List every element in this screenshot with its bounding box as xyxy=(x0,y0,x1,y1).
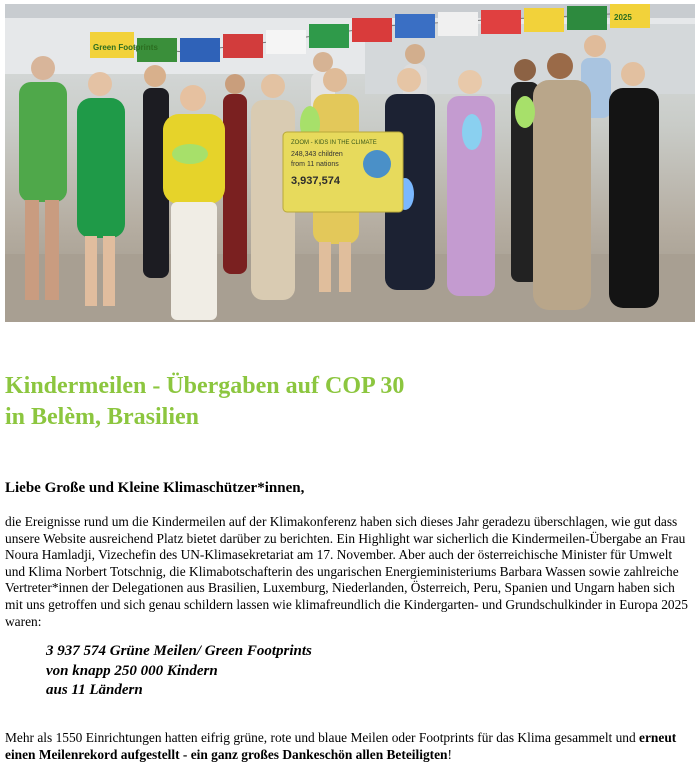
stats-line-children: von knapp 250 000 Kindern xyxy=(46,662,218,679)
poster-number: 3,937,574 xyxy=(291,175,340,187)
poster-caption: ZOOM - KIDS IN THE CLIMATE xyxy=(291,140,377,146)
group-photo-illustration xyxy=(5,4,695,322)
closing-thanks: ein ganz großes Dankeschön allen Beteiligten xyxy=(190,747,448,762)
closing-text: Mehr als 1550 Einrichtungen hatten eifrig grüne, rote und blaue Meilen oder Footprints für das Klima gesammelt und xyxy=(5,730,640,745)
poster-line-1: 248,343 children xyxy=(291,151,343,158)
footprints-poster xyxy=(283,132,403,212)
closing-record: erneut einen Meilenrekord aufgestellt - xyxy=(5,730,677,762)
stats-block xyxy=(46,642,312,701)
group-photo xyxy=(5,4,695,322)
intro-paragraph: die Ereignisse rund um die Kindermeilen auf der Klimakonferenz haben sich dieses Jahr geradezu überschlagen, wie gut dass unsere Website ausreichend Platz bietet darüber zu berichten. Ein Highlight war sicherlich die Kindermeilen-Übergabe an Frau Noura Hamladji, Vizechefin des UN-Klimasekretariat am 17. November. Aber auch der österreichische Minister für Umwelt und Klima Norbert Totschnig, die Klimabotschafterin des ungarischen Energieministeriums Barbara Wassen sowie zahlreiche Vertreter*innen der Delegationen aus Brasilien, Luxemburg, Niederlanden, Österreich, Peru, Spanien und Ungarn haben sich mit uns getroffen und sich genau schildern lassen wie klimafreundlich die Kindergarten- und Grundschulkinder in Europa 2025 waren: xyxy=(5,514,689,629)
poster-line-2: from 11 nations xyxy=(291,161,339,168)
greeting: Liebe Große und Kleine Klimaschützer*innen, xyxy=(5,480,305,496)
closing-paragraph xyxy=(5,729,693,763)
closing-end: ! xyxy=(447,747,452,762)
banner-year: 2025 xyxy=(614,13,632,22)
headline-line-2: in Belèm, Brasilien xyxy=(5,404,199,430)
banner-label: Green Footprints xyxy=(93,43,158,52)
stats-line-miles: 3 937 574 Grüne Meilen/ Green Footprints xyxy=(46,643,312,659)
stats-line-countries: aus 11 Ländern xyxy=(46,682,143,698)
article-headline xyxy=(5,371,605,433)
headline-line-1: Kindermeilen - Übergaben auf COP 30 xyxy=(5,373,405,399)
